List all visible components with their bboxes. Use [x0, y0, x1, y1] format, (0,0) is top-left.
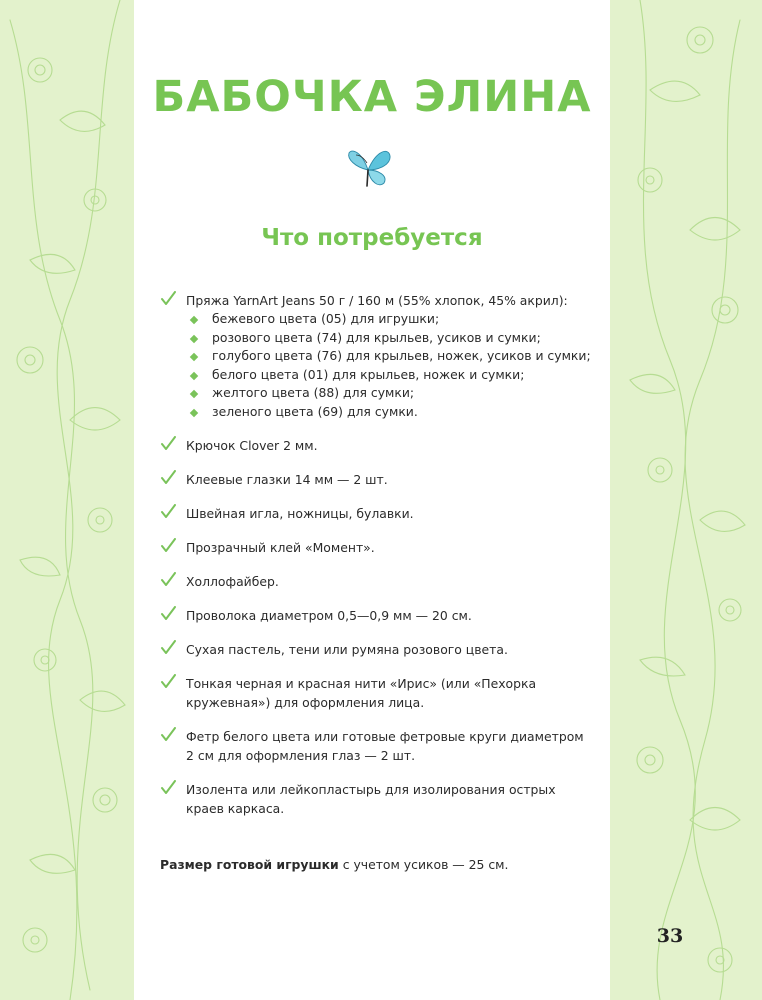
- sub-item-text: бежевого цвета (05) для игрушки;: [212, 311, 440, 326]
- butterfly-icon: [346, 146, 392, 192]
- toy-size-label: Размер готовой игрушки: [160, 857, 339, 872]
- material-item-felt: [160, 727, 592, 765]
- sub-item: [186, 403, 592, 422]
- diamond-icon: [190, 408, 198, 416]
- material-text: Тонкая черная и красная нити «Ирис» (или «Пехорка кружевная») для оформления лица.: [186, 676, 537, 710]
- material-item-fiber: [160, 572, 592, 591]
- diamond-icon: [190, 316, 198, 324]
- material-item-pastel: [160, 640, 592, 659]
- sub-item: [186, 366, 592, 385]
- content-panel: [134, 0, 610, 1000]
- toy-size-value: с учетом усиков — 25 см.: [338, 857, 509, 872]
- check-icon: [160, 780, 176, 796]
- sub-item: [186, 310, 592, 329]
- material-text: Холлофайбер.: [186, 574, 279, 589]
- check-icon: [160, 291, 176, 307]
- check-icon: [160, 606, 176, 622]
- page-number: 33: [656, 925, 684, 947]
- sub-item: [186, 347, 592, 366]
- material-text: Изолента или лейкопластырь для изолирования острых краев каркаса.: [186, 782, 556, 816]
- material-text: Пряжа YarnArt Jeans 50 г / 160 м (55% хлопок, 45% акрил):: [186, 293, 568, 308]
- material-text: Сухая пастель, тени или румяна розового цвета.: [186, 642, 508, 657]
- check-icon: [160, 674, 176, 690]
- material-text: Фетр белого цвета или готовые фетровые круги диаметром 2 см для оформления глаз — 2 шт.: [186, 729, 584, 763]
- sub-item-text: розового цвета (74) для крыльев, усиков и сумки;: [212, 329, 541, 345]
- diamond-icon: [190, 390, 198, 398]
- toy-size-note: [160, 855, 592, 874]
- sub-item-text: белого цвета (01) для крыльев, ножек и сумки;: [212, 366, 525, 382]
- check-icon: [160, 538, 176, 554]
- material-item-tape: [160, 780, 592, 818]
- check-icon: [160, 640, 176, 656]
- materials-list: [160, 291, 592, 833]
- page-title: БАБОЧКА ЭЛИНА: [152, 72, 592, 122]
- material-text: Прозрачный клей «Момент».: [186, 540, 375, 555]
- section-title: Что потребуется: [261, 225, 483, 251]
- check-icon: [160, 572, 176, 588]
- material-item-wire: [160, 606, 592, 625]
- yarn-colors-list: [186, 310, 592, 421]
- sub-item-text: желтого цвета (88) для сумки;: [212, 385, 415, 400]
- sub-item-text: зеленого цвета (69) для сумки.: [212, 403, 418, 419]
- material-text: Швейная игла, ножницы, булавки.: [186, 506, 414, 521]
- material-text: Клеевые глазки 14 мм — 2 шт.: [186, 472, 388, 487]
- material-item-needle: [160, 504, 592, 523]
- sub-item: [186, 329, 592, 348]
- material-text: Проволока диаметром 0,5—0,9 мм — 20 см.: [186, 608, 472, 623]
- material-item-thread: [160, 674, 592, 712]
- material-item-eyes: [160, 470, 592, 489]
- material-item-glue: [160, 538, 592, 557]
- check-icon: [160, 727, 176, 743]
- material-text: Крючок Clover 2 мм.: [186, 438, 318, 453]
- check-icon: [160, 504, 176, 520]
- sub-item-text: голубого цвета (76) для крыльев, ножек, усиков и сумки;: [212, 348, 591, 363]
- check-icon: [160, 470, 176, 486]
- diamond-icon: [190, 353, 198, 361]
- sub-item: [186, 384, 592, 403]
- check-icon: [160, 436, 176, 452]
- material-item-hook: [160, 436, 592, 455]
- diamond-icon: [190, 334, 198, 342]
- diamond-icon: [190, 371, 198, 379]
- material-item-yarn: [160, 291, 592, 421]
